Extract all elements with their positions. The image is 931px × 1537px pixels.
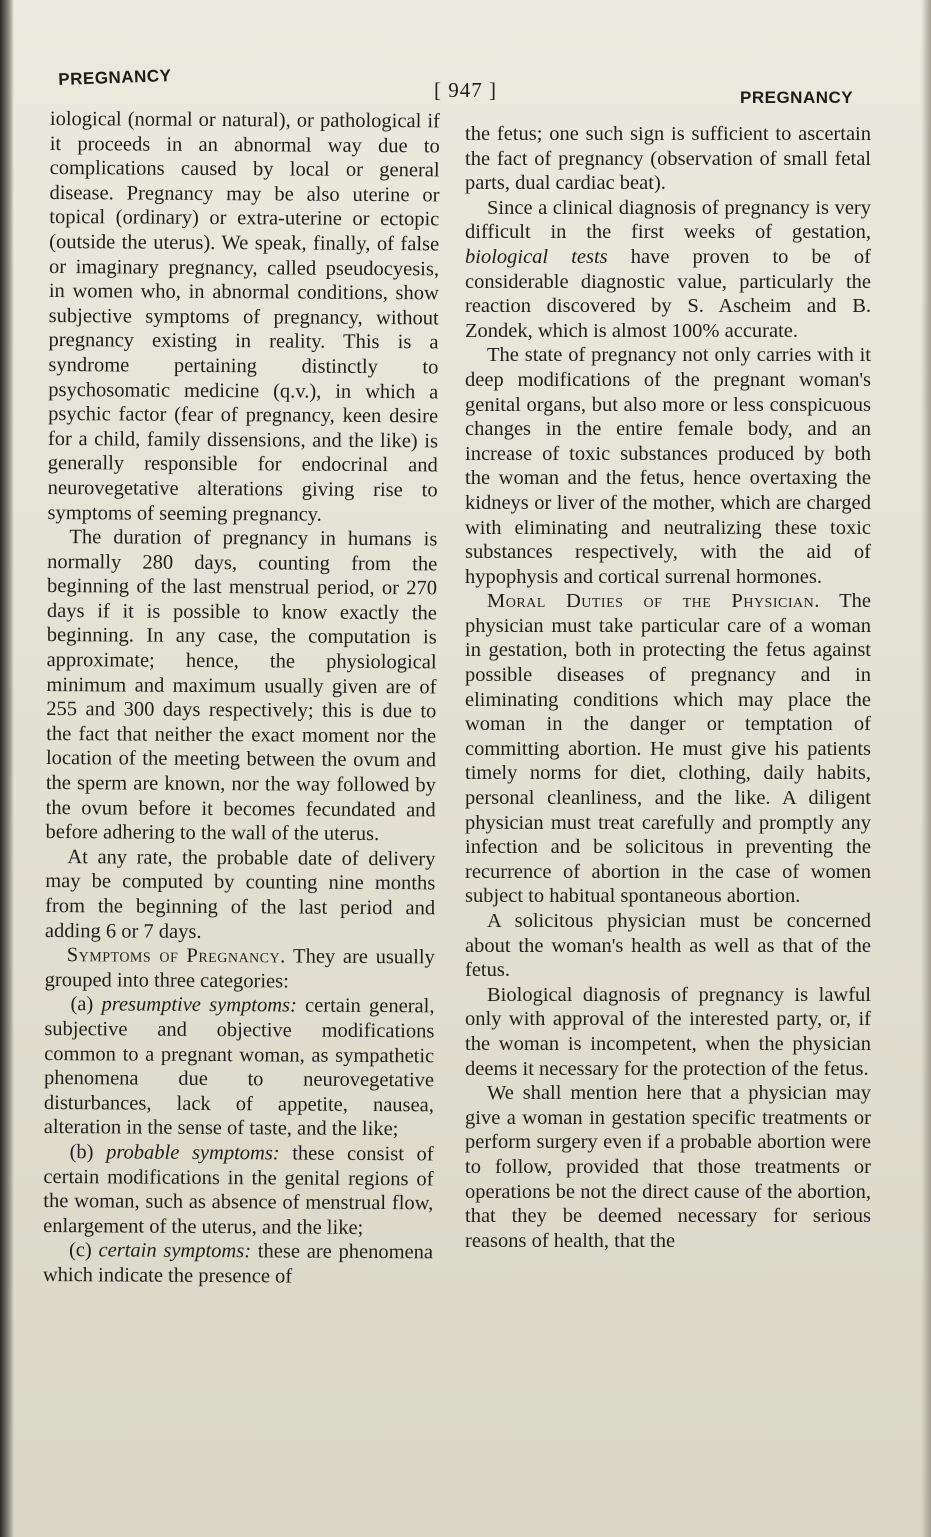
list-text: these consist of certain modifications in the genital regions of the woman, such as absence of menstrual flow, enlargement of the uterus, and the like;	[43, 1142, 434, 1239]
list-term: presumptive symptoms:	[101, 993, 297, 1017]
list-label: (c)	[68, 1239, 99, 1262]
list-label: (a)	[70, 993, 102, 1016]
section-paragraph	[465, 589, 871, 909]
section-heading: Moral Duties of the Physician.	[487, 590, 820, 613]
paragraph: At any rate, the probable date of delivery may be computed by counting nine months from the beginning of the last period and adding 6 or 7 days.	[44, 845, 436, 943]
paragraph-text: have proven to be of considerable diagnostic value, particularly the reaction discovered by S. Ascheim and B. Zondek, which is almost 100% accurate.	[465, 245, 872, 342]
list-label: (b)	[69, 1141, 107, 1164]
list-text: these are phenomena which indicate the presence of	[42, 1240, 434, 1288]
list-text: certain general, subjective and objective modifications common to a pregnant woman, as sympathetic phenomena due to neurovegetative disturbances, lack of appetite, nausea, alteration in the sense of taste, and the like;	[43, 994, 435, 1141]
list-item	[44, 992, 435, 1142]
paragraph: A solicitous physician must be concerned about the woman's health as well as that of the fetus.	[465, 910, 871, 982]
paragraph: We shall mention here that a physician may give a woman in gestation specific treatments or perform surgery even if a probable abortion were to follow, provided that those treatments or operations be not the direct cause of the abortion, that they be deemed necessary for serious reasons of health, that the	[465, 1082, 871, 1252]
page-number: [ 947 ]	[434, 78, 497, 102]
section-text: They are usually grouped into three categories:	[44, 945, 435, 993]
left-column	[43, 107, 440, 1290]
emphasis: biological tests	[465, 245, 608, 268]
paragraph: The state of pregnancy not only carries with it deep modifications of the pregnant woman's genital organs, but also more or less conspicuous changes in the entire female body, and an increase of toxic substances produced by both the woman and the fetus, hence overtaxing the kidneys or liver of the mother, which are charged with eliminating and neutralizing these toxic substances respectively, with the aid of hypophysis and cortical surrenal hormones.	[465, 344, 871, 588]
running-head-right: PREGNANCY	[740, 88, 854, 107]
paragraph: Biological diagnosis of pregnancy is lawful only with approval of the interested party, or, if the woman is incompetent, when the physician deems it necessary for the protection of the fetus.	[465, 983, 871, 1080]
paragraph: The duration of pregnancy in humans is normally 280 days, counting from the beginning of the last menstrual period, or 270 days if it is possible to know exactly the beginning. In any case, the computation is approximate; hence, the physiological minimum and maximum usually given are of 255 and 300 days respectively; this is due to the fact that neither the exact moment nor the location of the meeting between the ovum and the sperm are known, nor the way followed by the ovum before it becomes fecundated and before adhering to the wall of the uterus.	[45, 526, 438, 846]
section-heading: Symptoms of Pregnancy.	[66, 944, 286, 968]
paragraph	[465, 196, 871, 344]
running-head-left: PREGNANCY	[58, 66, 172, 89]
list-term: probable symptoms:	[106, 1141, 280, 1165]
right-column	[465, 122, 871, 1253]
section-paragraph	[45, 943, 435, 995]
section-text: The physician must take particular care of a woman in gestation, both in protecting the fetus against possible diseases of pregnancy and in eliminating conditions which may place the woman in the danger or temptation of committing abortion. He must give his patients timely norms for diet, clothing, daily habits, personal cleanliness, and the like. A diligent physician must treat carefully and promptly any infection and be solicitous in preventing the recurrence of abortion in the case of women subject to habitual spontaneous abortion.	[465, 590, 871, 908]
list-item	[43, 1140, 434, 1241]
paragraph-text: Since a clinical diagnosis of pregnancy is very difficult in the first weeks of gestation,	[465, 196, 871, 244]
paragraph: iological (normal or natural), or pathological if it proceeds in an abnormal way due to complications caused by local or general disease. Pregnancy may be also uterine or topical (ordinary) or extra-uterine or ectopic (outside the uterus). We speak, finally, of false or imaginary pregnancy, called pseudocyesis, in women who, in abnormal conditions, show subjective symptoms of pregnancy, without pregnancy existing in reality. This is a syndrome pertaining distinctly to psychosomatic medicine (q.v.), in which a psychic factor (fear of pregnancy, keen desire for a child, family dissensions, and the like) is generally responsible for endocrinal and neurovegetative alterations giving rise to symptoms of seeming pregnancy.	[47, 107, 440, 526]
paragraph: the fetus; one such sign is sufficient to ascertain the fact of pregnancy (observation of small fetal parts, dual cardiac beat).	[465, 123, 871, 195]
list-item	[43, 1238, 433, 1290]
list-term: certain symptoms:	[98, 1239, 252, 1263]
